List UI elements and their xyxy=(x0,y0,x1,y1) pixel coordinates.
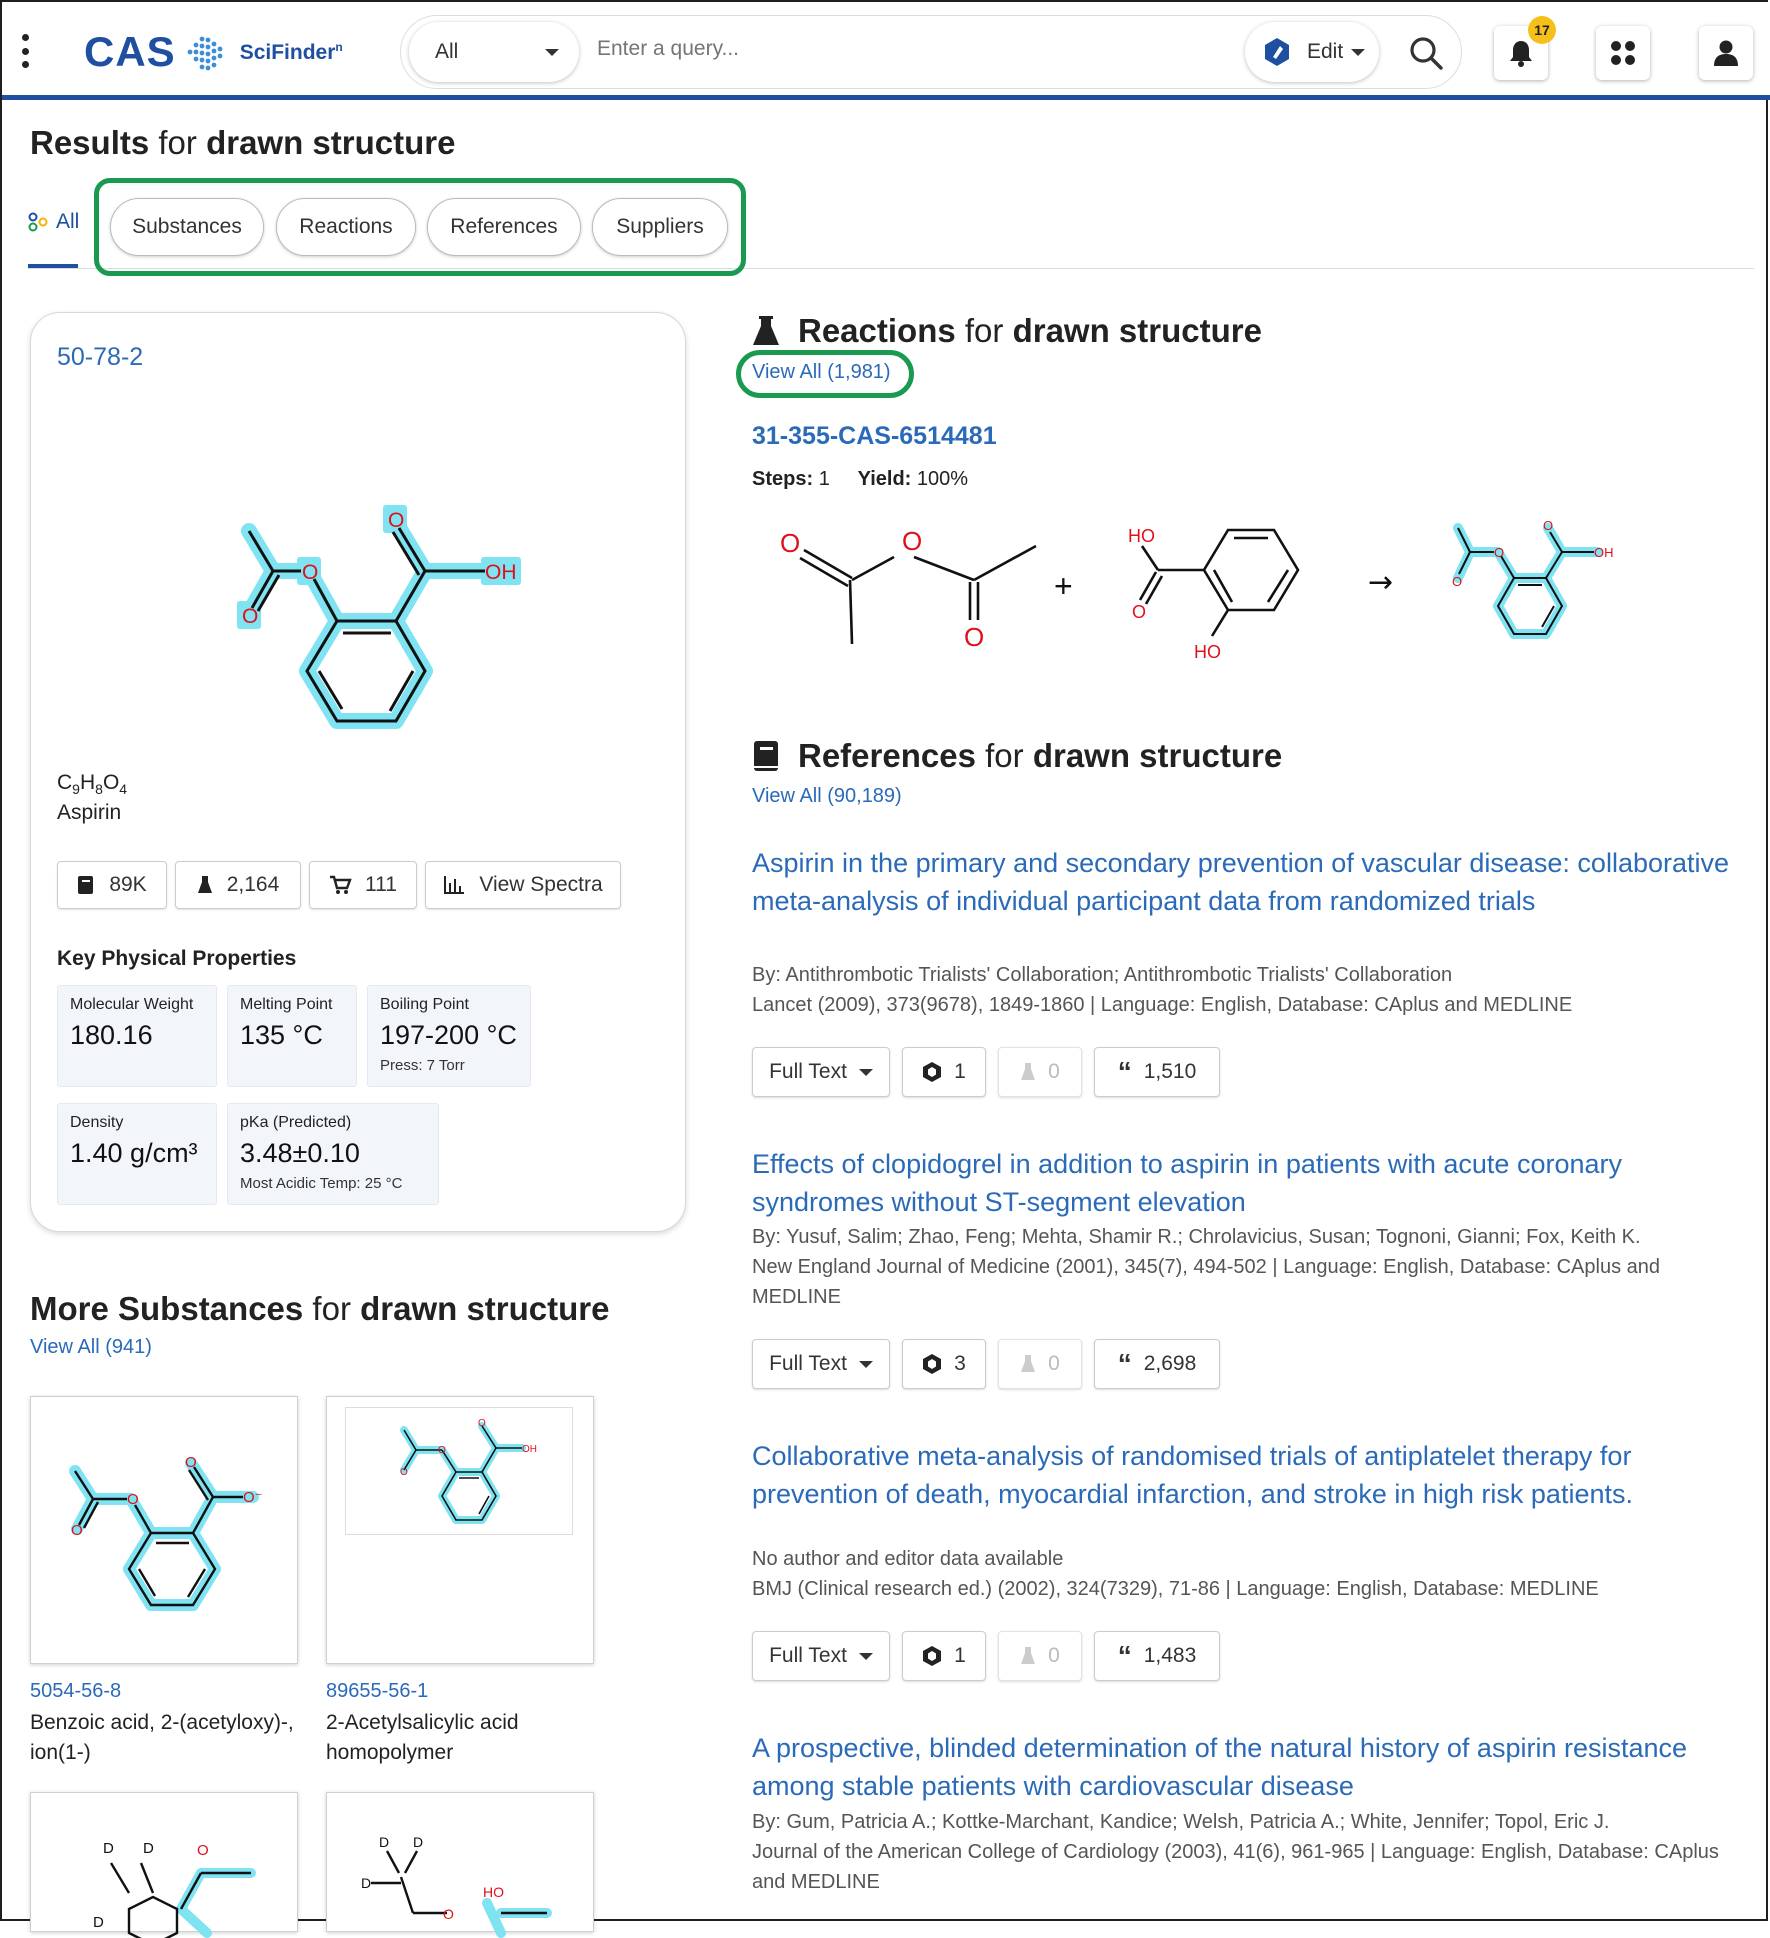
flask-icon xyxy=(1020,1062,1036,1082)
svg-text:HO: HO xyxy=(483,1884,504,1900)
formula-c-count: 9 xyxy=(72,781,80,798)
reference-source: Lancet (2009), 373(9678), 1849-1860 | Language: English, Database: CAplus and MEDLINE xyxy=(752,994,1573,1016)
reference-authors: By: Yusuf, Salim; Zhao, Feng; Mehta, Shamir R.; Chrolavicius, Susan; Tognoni, Gianni; Fox, Keith K. xyxy=(752,1226,1641,1248)
book-icon xyxy=(77,875,95,895)
reference-title-link[interactable]: Collaborative meta-analysis of randomised trials of antiplatelet therapy for prevention of death, myocardial infarction, and stroke in high risk patients. xyxy=(752,1441,1633,1509)
svg-text:D: D xyxy=(413,1834,424,1850)
page-title-prefix: Results xyxy=(30,124,150,161)
top-header xyxy=(2,2,1770,100)
reactions-count: 0 xyxy=(1048,1644,1060,1667)
full-text-label: Full Text xyxy=(769,1060,847,1083)
tab-references[interactable]: References xyxy=(427,198,581,256)
page-title-suffix: drawn structure xyxy=(206,124,456,161)
chevron-down-icon xyxy=(859,1653,873,1660)
reference-reactions-button[interactable] xyxy=(998,1631,1082,1681)
svg-text:O: O xyxy=(197,1842,209,1859)
product-name: SciFinder xyxy=(239,40,336,64)
svg-text:D: D xyxy=(143,1840,154,1857)
edit-structure-button[interactable] xyxy=(1245,22,1379,82)
references-title-mid: for xyxy=(975,737,1033,774)
bell-icon xyxy=(1508,39,1534,67)
formula-o-count: 4 xyxy=(119,781,128,798)
edit-label: Edit xyxy=(1307,40,1344,63)
steps-label: Steps: xyxy=(752,468,814,490)
reaction-plus: + xyxy=(1054,568,1073,604)
reaction-meta xyxy=(752,468,968,491)
full-text-label: Full Text xyxy=(769,1352,847,1375)
view-spectra-button[interactable] xyxy=(425,861,621,909)
tab-reactions[interactable]: Reactions xyxy=(276,198,416,256)
property-label: Density xyxy=(70,1114,124,1131)
flask-icon xyxy=(197,875,213,895)
full-text-label: Full Text xyxy=(769,1644,847,1667)
more-menu-icon[interactable] xyxy=(20,34,30,68)
atom-ho: HO xyxy=(1128,526,1155,546)
substance-references-button[interactable] xyxy=(57,861,167,909)
search-scope-value: All xyxy=(435,40,459,63)
substance-tile[interactable] xyxy=(326,1792,594,1932)
cart-icon xyxy=(329,875,351,895)
references-title-suffix: drawn structure xyxy=(1032,737,1283,774)
flask-icon xyxy=(752,315,780,347)
logo-product xyxy=(240,40,343,65)
full-text-button[interactable] xyxy=(752,1047,890,1097)
property-note: Press: 7 Torr xyxy=(380,1057,465,1074)
reaction-scheme-image[interactable] xyxy=(762,502,1662,682)
atom-o-acyl: O xyxy=(242,605,259,628)
reference-citations-button[interactable] xyxy=(1094,1047,1220,1097)
substance-structure-image xyxy=(31,1793,297,1933)
svg-text:O⁻: O⁻ xyxy=(243,1489,263,1506)
full-text-button[interactable] xyxy=(752,1631,890,1681)
reference-substances-button[interactable] xyxy=(902,1631,986,1681)
structure-editor-icon xyxy=(1263,37,1291,67)
reactions-count: 0 xyxy=(1048,1060,1060,1083)
view-spectra-label: View Spectra xyxy=(479,873,603,896)
chevron-down-icon xyxy=(545,49,559,56)
reactions-title-prefix: Reactions xyxy=(798,312,956,349)
reactions-count: 0 xyxy=(1048,1352,1060,1375)
more-substances-title xyxy=(30,1290,610,1328)
property-value: 180.16 xyxy=(70,1020,153,1050)
svg-text:O: O xyxy=(71,1522,83,1539)
logo-dots-icon xyxy=(182,30,226,74)
quote-icon: “ xyxy=(1117,1640,1132,1671)
citations-count: 1,510 xyxy=(1143,1060,1197,1083)
reactions-section-title xyxy=(752,312,1262,350)
reference-reactions-button[interactable] xyxy=(998,1339,1082,1389)
quote-icon: “ xyxy=(1117,1348,1132,1379)
property-molecular-weight xyxy=(57,985,217,1087)
atom-oh: OH xyxy=(485,561,517,584)
property-value: 197-200 °C xyxy=(380,1020,517,1050)
svg-text:O: O xyxy=(400,1467,408,1478)
flask-icon xyxy=(1020,1354,1036,1374)
all-results-icon xyxy=(28,212,48,232)
product-sup: n xyxy=(335,39,343,54)
atom-o: O xyxy=(1132,602,1147,622)
suppliers-count: 111 xyxy=(365,873,397,896)
svg-text:OH: OH xyxy=(522,1444,537,1455)
atom-o: O xyxy=(1543,518,1554,533)
chevron-down-icon xyxy=(859,1069,873,1076)
molecular-formula xyxy=(57,771,127,797)
reference-title-link[interactable]: Aspirin in the primary and secondary prevention of vascular disease: collaborative meta-analysis of individual participant data from randomized trials xyxy=(752,848,1730,916)
substance-hex-icon xyxy=(922,1645,942,1667)
substance-tile[interactable] xyxy=(30,1396,298,1664)
book-icon xyxy=(752,740,780,772)
substance-tile-cas-link[interactable]: 89655-56-1 xyxy=(326,1680,429,1702)
tab-all[interactable] xyxy=(28,210,79,234)
reference-title-link[interactable]: Effects of clopidogrel in addition to aspirin in patients with acute coronary syndromes without ST-segment elevation xyxy=(752,1149,1622,1217)
reference-source: New England Journal of Medicine (2001), 345(7), 494-502 | Language: English, Database: CAplus and MEDLINE xyxy=(752,1256,1660,1308)
reference-substances-button[interactable] xyxy=(902,1339,986,1389)
reference-authors: No author and editor data available xyxy=(752,1548,1064,1570)
page-title-mid: for xyxy=(149,124,207,161)
search-input[interactable] xyxy=(597,37,1197,61)
substance-tile[interactable] xyxy=(326,1396,594,1664)
tab-all-label: All xyxy=(56,210,80,233)
flask-icon xyxy=(1020,1646,1036,1666)
user-account-button[interactable] xyxy=(1699,26,1753,80)
svg-text:O: O xyxy=(127,1491,139,1508)
substance-structure-image xyxy=(327,1793,593,1933)
property-value: 1.40 g/cm³ xyxy=(70,1138,198,1168)
property-value: 135 °C xyxy=(240,1020,323,1050)
notifications-button[interactable] xyxy=(1494,22,1550,80)
substance-structure-image xyxy=(346,1408,572,1534)
formula-c: C xyxy=(57,771,73,794)
apps-grid-icon xyxy=(1609,39,1637,67)
apps-button[interactable] xyxy=(1596,26,1650,80)
substance-name: Aspirin xyxy=(57,801,122,824)
formula-h: H xyxy=(79,771,96,794)
substances-count: 3 xyxy=(954,1352,966,1375)
logo-brand: CAS xyxy=(84,28,176,75)
substance-tile[interactable] xyxy=(30,1792,298,1932)
reference-substances-button[interactable] xyxy=(902,1047,986,1097)
atom-ho: HO xyxy=(1194,642,1221,662)
substance-tile-cas-link[interactable]: 5054-56-8 xyxy=(30,1680,122,1702)
property-pka xyxy=(227,1103,439,1205)
atom-o-carbonyl: O xyxy=(388,509,405,532)
property-label: Boiling Point xyxy=(380,996,469,1013)
aspirin-structure-image[interactable] xyxy=(181,443,581,773)
substance-structure-image xyxy=(31,1397,297,1663)
cas-scifinder-logo[interactable] xyxy=(84,28,343,76)
page-title xyxy=(30,124,455,162)
formula-h-count: 8 xyxy=(95,781,103,798)
substance-hex-icon xyxy=(922,1061,942,1083)
reactions-title-suffix: drawn structure xyxy=(1012,312,1262,349)
user-icon xyxy=(1713,39,1739,67)
svg-text:D: D xyxy=(361,1875,372,1891)
svg-text:D: D xyxy=(93,1914,104,1931)
reference-reactions-button[interactable] xyxy=(998,1047,1082,1097)
more-substances-view-all-link[interactable]: View All (941) xyxy=(30,1336,152,1358)
more-substances-title-suffix: drawn structure xyxy=(360,1290,610,1327)
atom-o-ester: O xyxy=(302,561,319,584)
reference-citations-button[interactable] xyxy=(1094,1339,1220,1389)
notification-count-badge: 17 xyxy=(1528,16,1556,44)
references-title-prefix: References xyxy=(798,737,976,774)
references-section-title xyxy=(752,737,1282,775)
chevron-down-icon xyxy=(1351,49,1365,56)
property-label: Melting Point xyxy=(240,996,333,1013)
atom-oh: OH xyxy=(1594,545,1614,560)
property-value: 3.48±0.10 xyxy=(240,1138,360,1168)
yield-value: 100% xyxy=(916,468,969,490)
substance-cas-link[interactable]: 50-78-2 xyxy=(57,343,144,371)
svg-text:O: O xyxy=(478,1418,486,1429)
tab-suppliers[interactable]: Suppliers xyxy=(592,198,728,256)
tab-substances[interactable]: Substances xyxy=(110,198,264,256)
reactions-count: 2,164 xyxy=(226,873,280,896)
search-bar xyxy=(400,15,1462,89)
svg-text:O: O xyxy=(185,1454,197,1471)
property-density xyxy=(57,1103,217,1205)
chevron-down-icon xyxy=(859,1361,873,1368)
more-substances-title-mid: for xyxy=(303,1290,361,1327)
property-label: pKa (Predicted) xyxy=(240,1114,352,1131)
reaction-arrow: → xyxy=(1368,565,1394,600)
search-icon[interactable] xyxy=(1407,34,1445,72)
steps-value: 1 xyxy=(818,468,830,490)
reference-authors: By: Gum, Patricia A.; Kottke-Marchant, Kandice; Welsh, Patricia A.; White, Jennifer; Topol, Eric J. xyxy=(752,1811,1610,1833)
atom-o: O xyxy=(1452,574,1463,589)
atom-o: O xyxy=(902,526,923,556)
substance-hex-icon xyxy=(922,1353,942,1375)
substance-thumbnail-frame xyxy=(345,1407,573,1535)
formula-o: O xyxy=(102,771,120,794)
reaction-id-link[interactable]: 31-355-CAS-6514481 xyxy=(752,422,997,450)
spectra-chart-icon xyxy=(443,875,465,895)
citations-count: 2,698 xyxy=(1143,1352,1197,1375)
svg-text:D: D xyxy=(379,1834,390,1850)
property-boiling-point xyxy=(367,985,531,1087)
svg-text:D: D xyxy=(103,1840,114,1857)
svg-text:O: O xyxy=(438,1445,446,1456)
references-count: 89K xyxy=(109,873,147,896)
atom-o: O xyxy=(780,528,801,558)
reference-source: BMJ (Clinical research ed.) (2002), 324(7329), 71-86 | Language: English, Database: MEDLINE xyxy=(752,1578,1599,1600)
substance-suppliers-button[interactable] xyxy=(309,861,417,909)
substances-count: 1 xyxy=(954,1644,966,1667)
substance-reactions-button[interactable] xyxy=(175,861,301,909)
property-melting-point xyxy=(227,985,357,1087)
substance-tile-name: Benzoic acid, 2-(acetyloxy)-, ion(1-) xyxy=(30,1711,294,1764)
atom-o: O xyxy=(1494,545,1505,560)
yield-label: Yield: xyxy=(857,468,912,490)
references-view-all-link[interactable]: View All (90,189) xyxy=(752,785,902,807)
reference-title-link[interactable]: A prospective, blinded determination of the natural history of aspirin resistance among stable patients with cardiovascular disease xyxy=(752,1733,1688,1801)
atom-o: O xyxy=(964,622,985,652)
more-substances-title-prefix: More Substances xyxy=(30,1290,304,1327)
svg-text:O: O xyxy=(443,1906,454,1922)
quote-icon: “ xyxy=(1117,1056,1132,1087)
reference-authors: By: Antithrombotic Trialists' Collaboration; Antithrombotic Trialists' Collaboration xyxy=(752,964,1453,986)
full-text-button[interactable] xyxy=(752,1339,890,1389)
reference-citations-button[interactable] xyxy=(1094,1631,1220,1681)
property-note: Most Acidic Temp: 25 °C xyxy=(240,1175,403,1192)
substance-tile-name: 2-Acetylsalicylic acid homopolymer xyxy=(326,1711,519,1764)
citations-count: 1,483 xyxy=(1143,1644,1197,1667)
reference-source: Journal of the American College of Cardiology (2003), 41(6), 961-965 | Language: English, Database: CAplus and MEDLINE xyxy=(752,1841,1719,1893)
search-scope-dropdown[interactable] xyxy=(409,22,579,82)
substance-card xyxy=(30,312,686,1232)
reactions-title-mid: for xyxy=(955,312,1013,349)
property-label: Molecular Weight xyxy=(70,996,194,1013)
substances-count: 1 xyxy=(954,1060,966,1083)
reactions-view-all-link[interactable]: View All (1,981) xyxy=(752,361,891,383)
key-properties-title: Key Physical Properties xyxy=(57,947,297,970)
